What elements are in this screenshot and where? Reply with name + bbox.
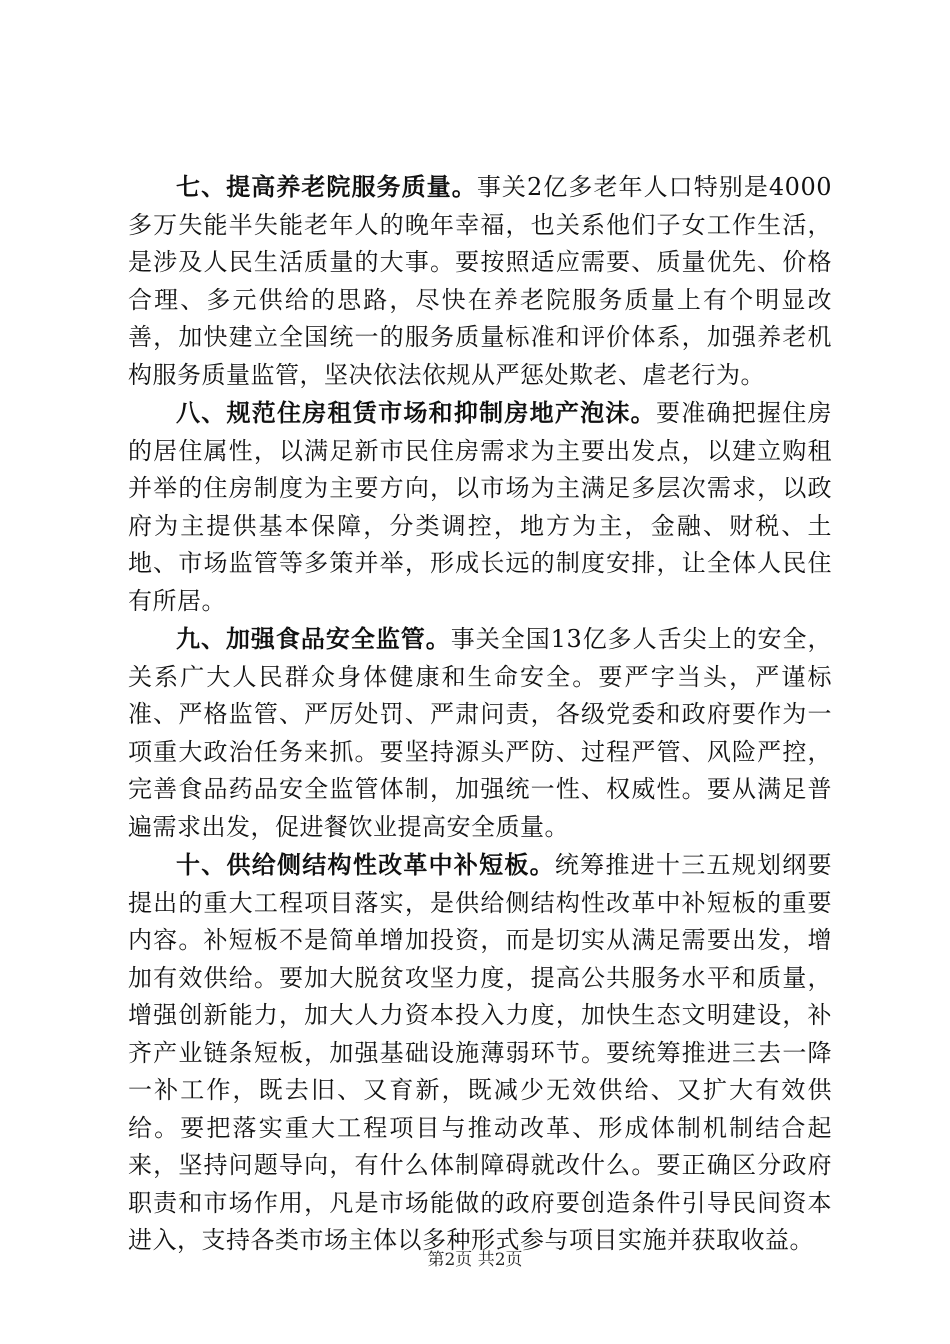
page-footer	[0, 1245, 950, 1270]
paragraph-body: 事关2亿多老年人口特别是4000多万失能半失能老年人的晚年幸福，也关系他们子女工作生活，是涉及人民生活质量的大事。要按照适应需要、质量优先、价格合理、多元供给的思路，尽快在养老院服务质量上有个明显改善，加快建立全国统一的服务质量标准和评价体系，加强养老机构服务质量监管，坚决依法依规从严惩处欺老、虐老行为。	[128, 173, 832, 389]
page-number-label: 第2页 共2页	[427, 1250, 523, 1270]
paragraph-body: 统筹推进十三五规划纲要提出的重大工程项目落实，是供给侧结构性改革中补短板的重要内容。补短板不是简单增加投资，而是切实从满足需要出发，增加有效供给。要加大脱贫攻坚力度，提高公共服务水平和质量，增强创新能力，加大人力资本投入力度，加快生态文明建设，补齐产业链条短板，加强基础设施薄弱环节。要统筹推进三去一降一补工作，既去旧、又育新，既减少无效供给、又扩大有效供给。要把落实重大工程项目与推动改革、形成体制机制结合起来，坚持问题导向，有什么体制障碍就改什么。要正确区分政府职责和市场作用，凡是市场能做的政府要创造条件引导民间资本进入，支持各类市场主体以多种形式参与项目实施并获取收益。	[128, 851, 833, 1254]
paragraph-9	[128, 620, 832, 846]
paragraph-body: 要准确把握住房的居住属性，以满足新市民住房需求为主要出发点，以建立购租并举的住房制度为主要方向，以市场为主满足多层次需求，以政府为主提供基本保障，分类调控，地方为主，金融、财税、土地、市场监管等多策并举，形成长远的制度安排，让全体人民住有所居。	[128, 399, 833, 615]
paragraph-heading: 九、加强食品安全监管。	[176, 624, 451, 653]
paragraph-heading: 十、供给侧结构性改革中补短板。	[176, 850, 555, 879]
paragraph-body: 事关全国13亿多人舌尖上的安全，关系广大人民群众身体健康和生命安全。要严字当头，严谨标准、严格监管、严厉处罚、严肃问责，各级党委和政府要作为一项重大政治任务来抓。要坚持源头严防、过程严管、风险严控，完善食品药品安全监管体制，加强统一性、权威性。要从满足普遍需求出发，促进餐饮业提高安全质量。	[128, 625, 832, 841]
document-page	[128, 168, 832, 1260]
paragraph-10	[128, 846, 832, 1260]
paragraph-heading: 八、规范住房租赁市场和抑制房地产泡沫。	[176, 398, 656, 427]
paragraph-8	[128, 394, 832, 620]
paragraph-7	[128, 168, 832, 394]
paragraph-heading: 七、提高养老院服务质量。	[176, 172, 477, 201]
